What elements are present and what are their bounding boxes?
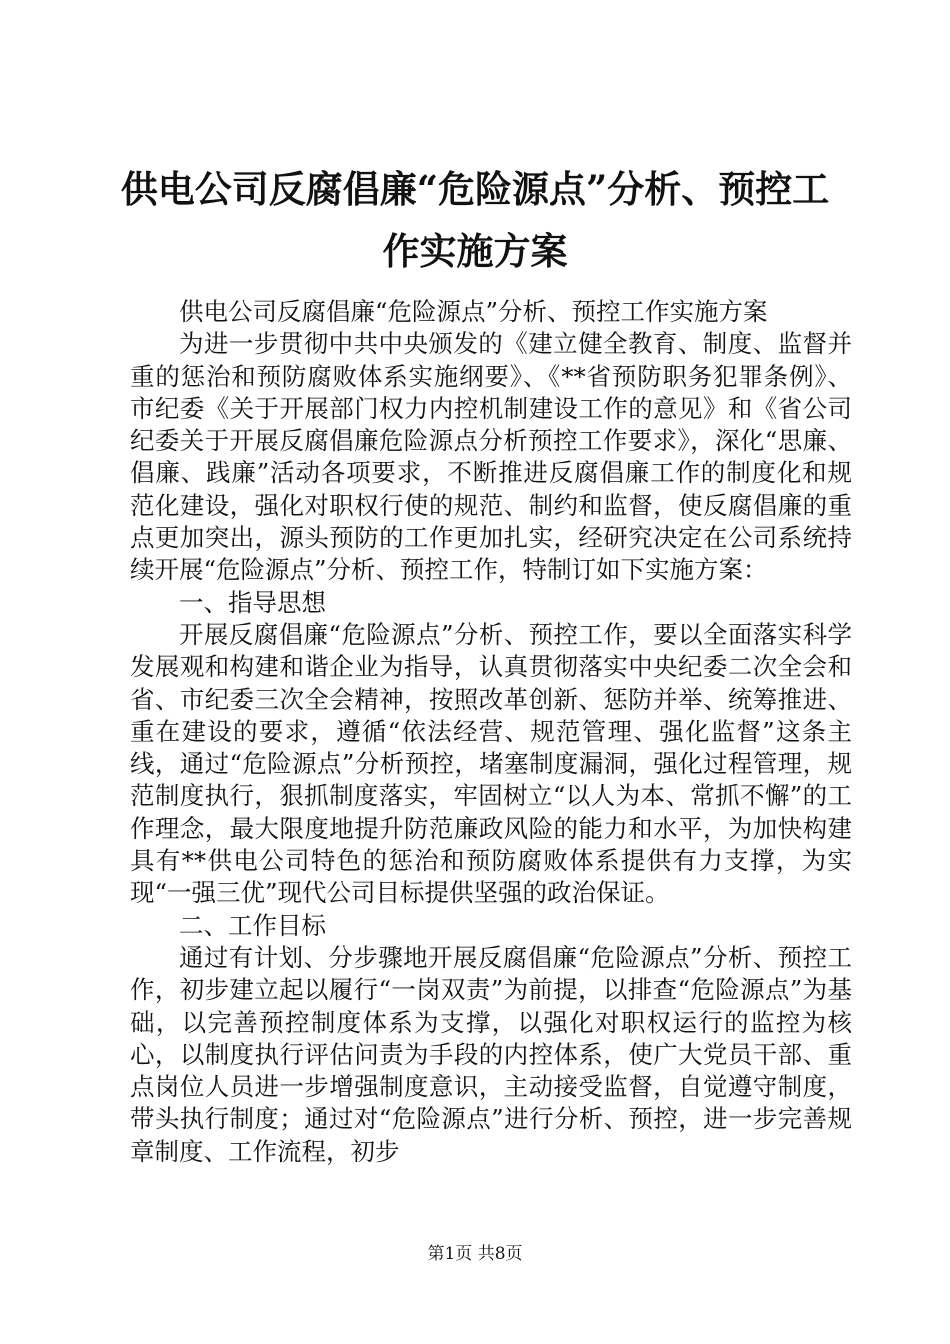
section-heading-guiding-ideology: 一、指导思想: [179, 587, 326, 617]
paragraph-work-goals: 通过有计划、分步骤地开展反腐倡廉“危险源点”分析、预控工作，初步建立起以履行“一岗双责”为前提，以排查“危险源点”为基础，以完善预控制度体系为支撑，以强化对职权运行的监控为核心，以制度执行评估问责为手段的内控体系，使广大党员干部、重点岗位人员进一步增强制度意识，主动接受监督，自觉遵守制度，带头执行制度；通过对“危险源点”进行分析、预控，进一步完善规章制度、工作流程，初步: [130, 942, 852, 1166]
section-heading-work-goals: 二、工作目标: [179, 910, 326, 940]
page-number-footer: 第1页 共8页: [427, 1244, 523, 1264]
paragraph-intro: 为进一步贯彻中共中央颁发的《建立健全教育、制度、监督并重的惩治和预防腐败体系实施纲要》、《**省预防职务犯罪条例》、市纪委《关于开展部门权力内控机制建设工作的意见》和《省公司纪委关于开展反腐倡廉危险源点分析预控工作要求》，深化“思廉、倡廉、践廉”活动各项要求，不断推进反腐倡廉工作的制度化和规范化建设，强化对职权行使的规范、制约和监督，使反腐倡廉的重点更加突出，源头预防的工作更加扎实，经研究决定在公司系统持续开展“危险源点”分析、预控工作，特制订如下实施方案：: [130, 329, 852, 585]
document-title: 供电公司反腐倡廉“危险源点”分析、预控工作实施方案: [120, 167, 830, 273]
document-body: [130, 296, 852, 1168]
paragraph-guiding-ideology: 开展反腐倡廉“危险源点”分析、预控工作，要以全面落实科学发展观和构建和谐企业为指导，认真贯彻落实中央纪委二次全会和省、市纪委三次全会精神，按照改革创新、惩防并举、统筹推进、重在建设的要求，遵循“依法经营、规范管理、强化监督”这条主线，通过“危险源点”分析预控，堵塞制度漏洞，强化过程管理，规范制度执行，狠抓制度落实，牢固树立“以人为本、常抓不懈”的工作理念，最大限度地提升防范廉政风险的能力和水平，为加快构建具有**供电公司特色的惩治和预防腐败体系提供有力支撑，为实现“一强三优”现代公司目标提供坚强的政治保证。: [130, 619, 852, 908]
paragraph-subtitle: 供电公司反腐倡廉“危险源点”分析、预控工作实施方案: [179, 297, 768, 326]
